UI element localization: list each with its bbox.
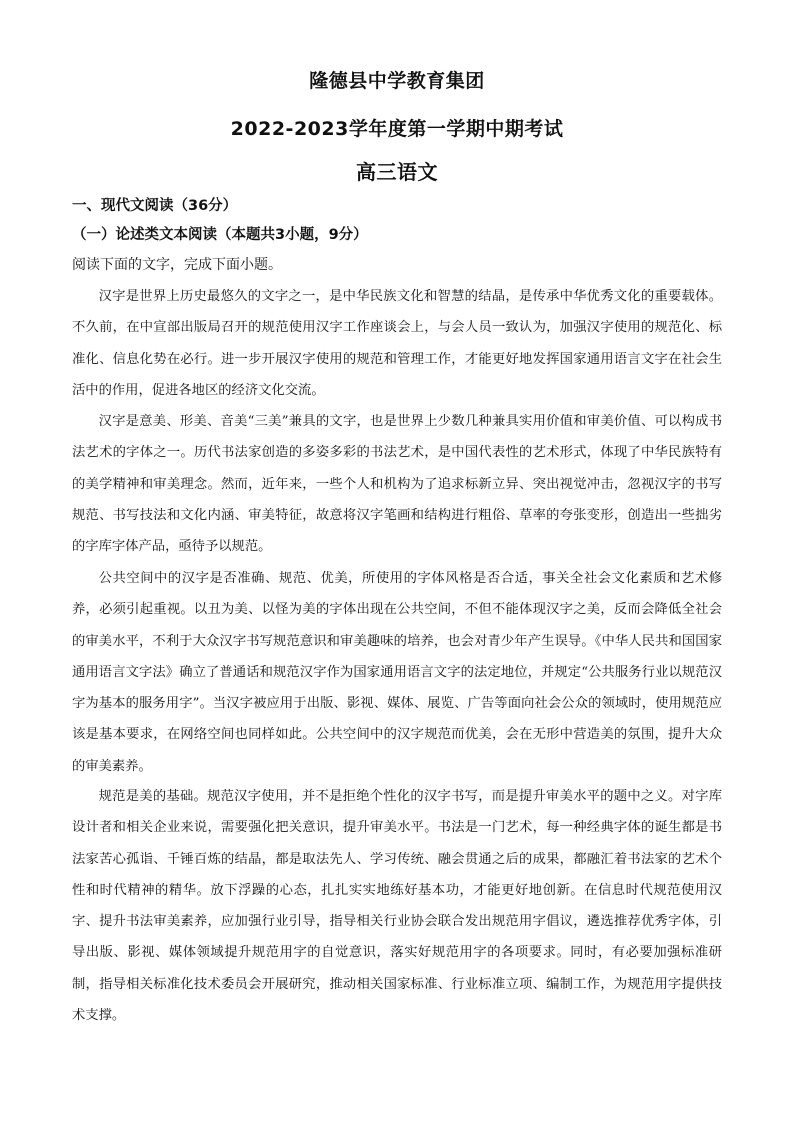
passage-paragraph: [72, 781, 722, 1031]
subsection-heading-argumentative: （一）论述类文本阅读（本题共3小题，9分）: [72, 227, 368, 243]
paragraph-text: 汉字是世界上历史最悠久的文字之一，是中华民族文化和智慧的结晶，是传承中华优秀文化的重要载体。不久前，在中宣部出版局召开的规范使用汉字工作座谈会上，与会人员一致认为，加强汉字使用的规范化、标准化、信息化势在必行。进一步开展汉字使用的规范和管理工作，才能更好地发挥国家通用语言文字在社会生活中的作用，促进各地区的经济文化交流。: [72, 289, 722, 398]
section-heading-reading: 一、现代文阅读（36分）: [72, 198, 238, 214]
passage-paragraph: [72, 281, 722, 406]
paragraph-text: 汉字是意美、形美、音美“三美”兼具的文字，也是世界上少数几种兼具实用价值和审美价值、可以构成书法艺术的字体之一。历代书法家创造的多姿多彩的书法艺术，是中国代表性的艺术形式，体现了中华民族特有的美学精神和审美理念。然而，近年来，一些个人和机构为了追求标新立异、突出视觉冲击，忽视汉字的书写规范、书写技法和文化内涵、审美特征，故意将汉字笔画和结构进行粗俗、草率的夸张变形，创造出一些拙劣的字库字体产品，亟待予以规范。: [72, 414, 722, 555]
paragraph-text: 公共空间中的汉字是否准确、规范、优美，所使用的字体风格是否合适，事关全社会文化素质和艺术修养，必须引起重视。以丑为美、以怪为美的字体出现在公共空间，不但不能体现汉字之美，反而会降低全社会的审美水平，不利于大众汉字书写规范意识和审美趣味的培养，也会对青少年产生误导。《中华人民共和国国家通用语言文字法》确立了普通话和规范汉字作为国家通用语言文字的法定地位，并规定“公共服务行业以规范汉字为基本的服务用字”。当汉字被应用于出版、影视、媒体、展览、广告等面向社会公众的领域时，使用规范应该是基本要求，在网络空间也同样如此。公共空间中的汉字规范而优美，会在无形中营造美的氛围，提升大众的审美素养。: [72, 571, 722, 774]
school-title: 隆德县中学教育集团: [309, 70, 485, 92]
paragraph-text: 规范是美的基础。规范汉字使用，并不是拒绝个性化的汉字书写，而是提升审美水平的题中之义。对字库设计者和相关企业来说，需要强化把关意识，提升审美水平。书法是一门艺术，每一种经典字体的诞生都是书法家苦心孤诣、千锤百炼的结晶，都是取法先人、学习传统、融会贯通之后的成果，都融汇着书法家的艺术个性和时代精神的精华。放下浮躁的心态，扎扎实实地练好基本功，才能更好地创新。在信息时代规范使用汉字、提升书法审美素养，应加强行业引导，指导相关行业协会联合发出规范用字倡议，遴选推荐优秀字体，引导出版、影视、媒体领域提升规范用字的自觉意识，落实好规范用字的各项要求。同时，有必要加强标准研制，指导相关标准化技术委员会开展研究，推动相关国家标准、行业标准立项、编制工作，为规范用字提供技术支撑。: [72, 789, 722, 1024]
subject-title: 高三语文: [356, 160, 438, 184]
exam-title: 2022-2023学年度第一学期中期考试: [230, 118, 564, 140]
reading-instruction: 阅读下面的文字，完成下面小题。: [72, 257, 282, 273]
passage-paragraph: [72, 406, 722, 562]
passage-paragraph: [72, 563, 722, 782]
